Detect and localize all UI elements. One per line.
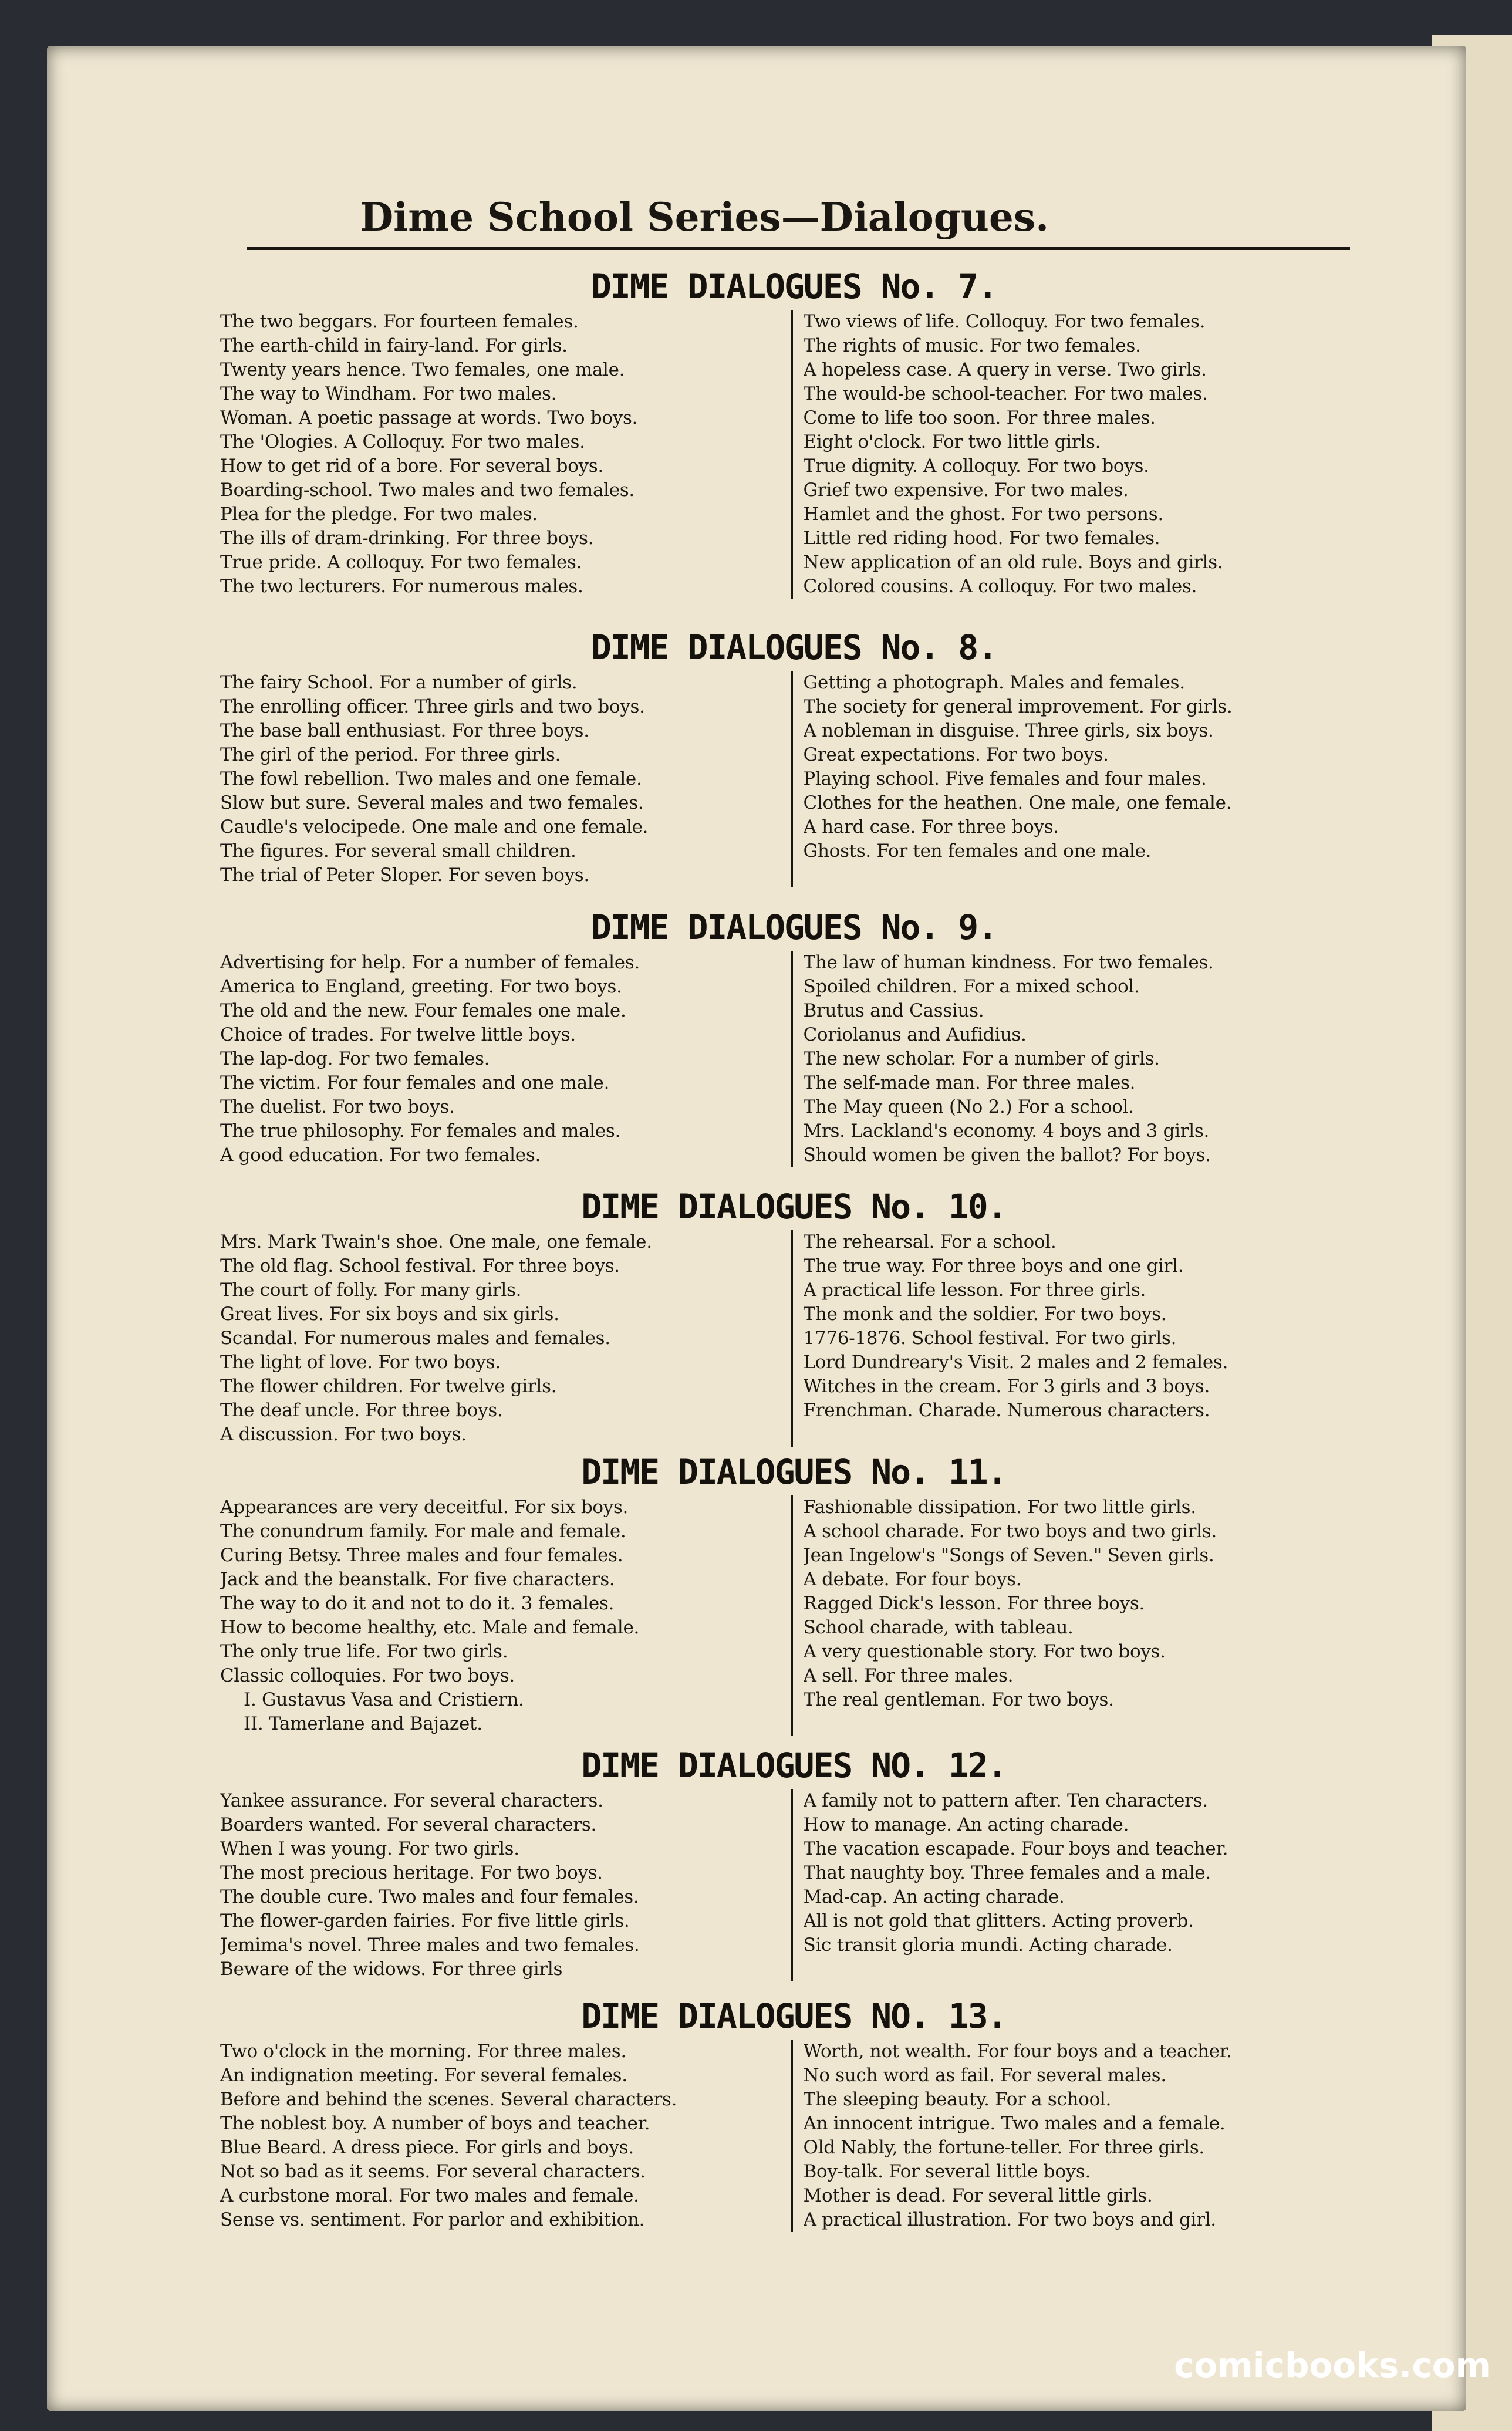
left-column [220, 671, 791, 887]
dialogue-entry: The victim. For four females and one male. [220, 1072, 610, 1093]
dialogue-entry: Lord Dundreary's Visit. 2 males and 2 females. [803, 1352, 1228, 1373]
dialogue-entry: The true way. For three boys and one girl. [803, 1255, 1184, 1277]
left-column [220, 1789, 791, 1981]
dialogue-entry: The two beggars. For fourteen females. [220, 311, 579, 332]
dialogue-entry: A practical illustration. For two boys and girl. [803, 2209, 1216, 2230]
dialogue-entry: The vacation escapade. Four boys and teacher. [803, 1838, 1228, 1859]
dialogue-entry: The way to Windham. For two males. [220, 383, 557, 404]
dialogue-entry: Before and behind the scenes. Several characters. [220, 2089, 677, 2110]
right-column [791, 951, 1368, 1167]
section-title: DIME DIALOGUES NO. 12. [581, 1745, 1007, 1785]
dialogue-entry: A hard case. For three boys. [803, 816, 1059, 838]
dialogue-entry: The old flag. School festival. For three boys. [220, 1255, 620, 1277]
dialogue-entry: II. Tamerlane and Bajazet. [244, 1713, 482, 1734]
right-column [791, 2040, 1368, 2232]
left-column [220, 951, 791, 1167]
left-column [220, 2040, 791, 2232]
dialogue-entry: The May queen (No 2.) For a school. [803, 1096, 1134, 1117]
dialogue-entry: A curbstone moral. For two males and female. [220, 2185, 639, 2206]
dialogue-entry: Boy-talk. For several little boys. [803, 2161, 1091, 2182]
right-column [791, 1230, 1368, 1447]
watermark-text: comicbooks.com [1174, 2345, 1491, 2385]
dialogue-entry: A school charade. For two boys and two girls. [803, 1521, 1217, 1542]
dialogue-entry: An innocent intrigue. Two males and a female. [803, 2113, 1226, 2134]
dialogue-entry: How to get rid of a bore. For several boys. [220, 455, 603, 477]
dialogue-entry: The 'Ologies. A Colloquy. For two males. [220, 431, 585, 453]
dialogue-entry: Boarding-school. Two males and two females. [220, 480, 635, 501]
dialogue-entry: That naughty boy. Three females and a male. [803, 1862, 1211, 1883]
dialogue-entry: Two views of life. Colloquy. For two females. [803, 311, 1206, 332]
dialogue-entry: The enrolling officer. Three girls and two boys. [220, 696, 645, 717]
dialogue-entry: The lap-dog. For two females. [220, 1048, 490, 1069]
dialogue-entry: School charade, with tableau. [803, 1617, 1074, 1638]
dialogue-entry: A very questionable story. For two boys. [803, 1641, 1166, 1662]
dialogue-entry: The rehearsal. For a school. [803, 1231, 1057, 1252]
dialogue-entry: The new scholar. For a number of girls. [803, 1048, 1160, 1069]
dialogue-entry: The flower-garden fairies. For five little girls. [220, 1910, 630, 1932]
dialogue-entry: Yankee assurance. For several characters. [220, 1790, 603, 1811]
dialogue-entry: The duelist. For two boys. [220, 1096, 455, 1117]
dialogue-entry: The ills of dram-drinking. For three boys. [220, 528, 594, 549]
dialogue-section [220, 1993, 1368, 2232]
dialogue-entry: Advertising for help. For a number of females. [220, 952, 640, 973]
dialogue-entry: The fowl rebellion. Two males and one female. [220, 768, 642, 789]
dialogue-entry: All is not gold that glitters. Acting proverb. [803, 1910, 1194, 1932]
dialogue-entry: Scandal. For numerous males and females. [220, 1328, 610, 1349]
dialogue-entry: The double cure. Two males and four females. [220, 1886, 639, 1907]
dialogue-entry: The earth-child in fairy-land. For girls. [220, 335, 568, 356]
dialogue-entry: The flower children. For twelve girls. [220, 1376, 557, 1397]
section-columns [220, 310, 1368, 599]
section-title: DIME DIALOGUES No. 11. [581, 1452, 1007, 1492]
dialogue-entry: A nobleman in disguise. Three girls, six boys. [803, 720, 1214, 741]
dialogue-entry: Curing Betsy. Three males and four females. [220, 1545, 623, 1566]
dialogue-entry: The monk and the soldier. For two boys. [803, 1304, 1167, 1325]
dialogue-entry: Eight o'clock. For two little girls. [803, 431, 1101, 453]
dialogue-section [220, 263, 1368, 599]
dialogue-entry: The true philosophy. For females and males. [220, 1120, 621, 1142]
dialogue-entry: The noblest boy. A number of boys and teacher. [220, 2113, 650, 2134]
dialogue-entry: Blue Beard. A dress piece. For girls and boys. [220, 2137, 634, 2158]
left-column [220, 1230, 791, 1447]
left-column [220, 1495, 791, 1736]
dialogue-section [220, 904, 1368, 1167]
dialogue-entry: How to manage. An acting charade. [803, 1814, 1129, 1835]
dialogue-entry: Two o'clock in the morning. For three males. [220, 2041, 627, 2062]
dialogue-entry: Come to life too soon. For three males. [803, 407, 1156, 428]
dialogue-entry: Playing school. Five females and four males. [803, 768, 1207, 789]
right-column [791, 310, 1368, 599]
dialogue-entry: When I was young. For two girls. [220, 1838, 519, 1859]
dialogue-entry: Mrs. Mark Twain's shoe. One male, one female. [220, 1231, 652, 1252]
dialogue-entry: Woman. A poetic passage at words. Two boys. [220, 407, 638, 428]
dialogue-entry: Should women be given the ballot? For boys. [803, 1144, 1211, 1166]
dialogue-entry: A discussion. For two boys. [220, 1424, 467, 1445]
dialogue-entry: The trial of Peter Sloper. For seven boys. [220, 865, 589, 886]
section-title: DIME DIALOGUES No. 7. [590, 266, 997, 306]
dialogue-entry: The society for general improvement. For girls. [803, 696, 1233, 717]
dialogue-entry: Jean Ingelow's "Songs of Seven." Seven girls. [803, 1545, 1214, 1566]
dialogue-entry: A sell. For three males. [803, 1665, 1014, 1686]
right-column [791, 1495, 1368, 1736]
dialogue-entry: True pride. A colloquy. For two females. [220, 552, 582, 573]
dialogue-entry: Mother is dead. For several little girls. [803, 2185, 1153, 2206]
dialogue-entry: Fashionable dissipation. For two little girls. [803, 1497, 1196, 1518]
dialogue-entry: Appearances are very deceitful. For six boys. [220, 1497, 629, 1518]
section-title: DIME DIALOGUES No. 8. [590, 627, 997, 667]
dialogue-entry: Not so bad as it seems. For several characters. [220, 2161, 646, 2182]
dialogue-entry: The figures. For several small children. [220, 840, 576, 862]
dialogue-entry: The rights of music. For two females. [803, 335, 1141, 356]
dialogue-entry: The real gentleman. For two boys. [803, 1689, 1114, 1710]
section-columns [220, 2040, 1368, 2232]
dialogue-entry: Little red riding hood. For two females. [803, 528, 1160, 549]
dialogue-entry: A hopeless case. A query in verse. Two girls. [803, 359, 1207, 380]
dialogue-entry: Brutus and Cassius. [803, 1000, 984, 1021]
dialogue-entry: Slow but sure. Several males and two females. [220, 792, 644, 813]
dialogue-entry: The sleeping beauty. For a school. [803, 2089, 1112, 2110]
dialogue-entry: The base ball enthusiast. For three boys. [220, 720, 589, 741]
dialogue-entry: The conundrum family. For male and female. [220, 1521, 626, 1542]
dialogue-entry: Grief two expensive. For two males. [803, 480, 1129, 501]
dialogue-entry: Clothes for the heathen. One male, one female. [803, 792, 1232, 813]
section-title: DIME DIALOGUES NO. 13. [581, 1996, 1007, 2036]
dialogue-entry: I. Gustavus Vasa and Cristiern. [244, 1689, 524, 1710]
section-columns [220, 1495, 1368, 1736]
dialogue-entry: Classic colloquies. For two boys. [220, 1665, 515, 1686]
dialogue-entry: Worth, not wealth. For four boys and a teacher. [803, 2041, 1232, 2062]
right-column [791, 1789, 1368, 1981]
page-header: Dime School Series—Dialogues. [359, 194, 1049, 240]
dialogue-entry: An indignation meeting. For several females. [220, 2065, 627, 2086]
section-title: DIME DIALOGUES No. 10. [581, 1187, 1007, 1227]
dialogue-entry: America to England, greeting. For two boys. [220, 976, 622, 997]
header-rule [247, 247, 1350, 250]
dialogue-entry: 1776-1876. School festival. For two girls. [803, 1328, 1177, 1349]
dialogue-entry: Hamlet and the ghost. For two persons. [803, 504, 1163, 525]
dialogue-entry: Colored cousins. A colloquy. For two males. [803, 576, 1197, 597]
dialogue-entry: Old Nably, the fortune-teller. For three girls. [803, 2137, 1204, 2158]
dialogue-entry: The girl of the period. For three girls. [220, 744, 561, 765]
dialogue-entry: The two lecturers. For numerous males. [220, 576, 583, 597]
dialogue-entry: Witches in the cream. For 3 girls and 3 boys. [803, 1376, 1210, 1397]
dialogue-entry: Getting a photograph. Males and females. [803, 672, 1185, 693]
dialogue-entry: The court of folly. For many girls. [220, 1279, 522, 1301]
dialogue-entry: The deaf uncle. For three boys. [220, 1400, 503, 1421]
dialogue-entry: Beware of the widows. For three girls [220, 1959, 563, 1980]
section-columns [220, 951, 1368, 1167]
left-column [220, 310, 791, 599]
dialogue-entry: Ragged Dick's lesson. For three boys. [803, 1593, 1145, 1614]
section-columns [220, 671, 1368, 887]
dialogue-section [220, 1449, 1368, 1736]
dialogue-entry: Sic transit gloria mundi. Acting charade. [803, 1934, 1173, 1956]
dialogue-entry: New application of an old rule. Boys and girls. [803, 552, 1223, 573]
dialogue-entry: The light of love. For two boys. [220, 1352, 501, 1373]
dialogue-entry: Plea for the pledge. For two males. [220, 504, 538, 525]
dialogue-entry: The most precious heritage. For two boys. [220, 1862, 603, 1883]
section-columns [220, 1230, 1368, 1447]
dialogue-entry: Twenty years hence. Two females, one male. [220, 359, 625, 380]
dialogue-entry: A good education. For two females. [220, 1144, 541, 1166]
dialogue-entry: A practical life lesson. For three girls. [803, 1279, 1146, 1301]
dialogue-entry: Mad-cap. An acting charade. [803, 1886, 1065, 1907]
dialogue-entry: Choice of trades. For twelve little boys. [220, 1024, 576, 1045]
dialogue-entry: The law of human kindness. For two females. [803, 952, 1214, 973]
right-column [791, 671, 1368, 887]
dialogue-entry: Sense vs. sentiment. For parlor and exhibition. [220, 2209, 645, 2230]
dialogue-section [220, 624, 1368, 887]
dialogue-entry: Spoiled children. For a mixed school. [803, 976, 1140, 997]
dialogue-section [220, 1183, 1368, 1447]
dialogue-entry: Frenchman. Charade. Numerous characters. [803, 1400, 1210, 1421]
dialogue-entry: The would-be school-teacher. For two males. [803, 383, 1208, 404]
dialogue-entry: Great expectations. For two boys. [803, 744, 1109, 765]
dialogue-entry: A debate. For four boys. [803, 1569, 1022, 1590]
dialogue-entry: The old and the new. Four females one male. [220, 1000, 626, 1021]
dialogue-section [220, 1742, 1368, 1981]
dialogue-entry: Ghosts. For ten females and one male. [803, 840, 1152, 862]
dialogue-entry: The fairy School. For a number of girls. [220, 672, 578, 693]
dialogue-entry: How to become healthy, etc. Male and female. [220, 1617, 640, 1638]
dialogue-entry: Mrs. Lackland's economy. 4 boys and 3 girls. [803, 1120, 1210, 1142]
dialogue-entry: Great lives. For six boys and six girls. [220, 1304, 559, 1325]
dialogue-entry: Caudle's velocipede. One male and one female. [220, 816, 649, 838]
dialogue-entry: The self-made man. For three males. [803, 1072, 1136, 1093]
dialogue-entry: A family not to pattern after. Ten characters. [803, 1790, 1208, 1811]
dialogue-entry: Coriolanus and Aufidius. [803, 1024, 1027, 1045]
dialogue-entry: No such word as fail. For several males. [803, 2065, 1166, 2086]
section-columns [220, 1789, 1368, 1981]
dialogue-entry: True dignity. A colloquy. For two boys. [803, 455, 1149, 477]
dialogue-entry: Jemima's novel. Three males and two females. [220, 1934, 640, 1956]
dialogue-entry: Jack and the beanstalk. For five characters. [220, 1569, 615, 1590]
dialogue-entry: The way to do it and not to do it. 3 females. [220, 1593, 615, 1614]
section-title: DIME DIALOGUES No. 9. [590, 907, 997, 947]
dialogue-entry: Boarders wanted. For several characters. [220, 1814, 597, 1835]
dialogue-entry: The only true life. For two girls. [220, 1641, 508, 1662]
